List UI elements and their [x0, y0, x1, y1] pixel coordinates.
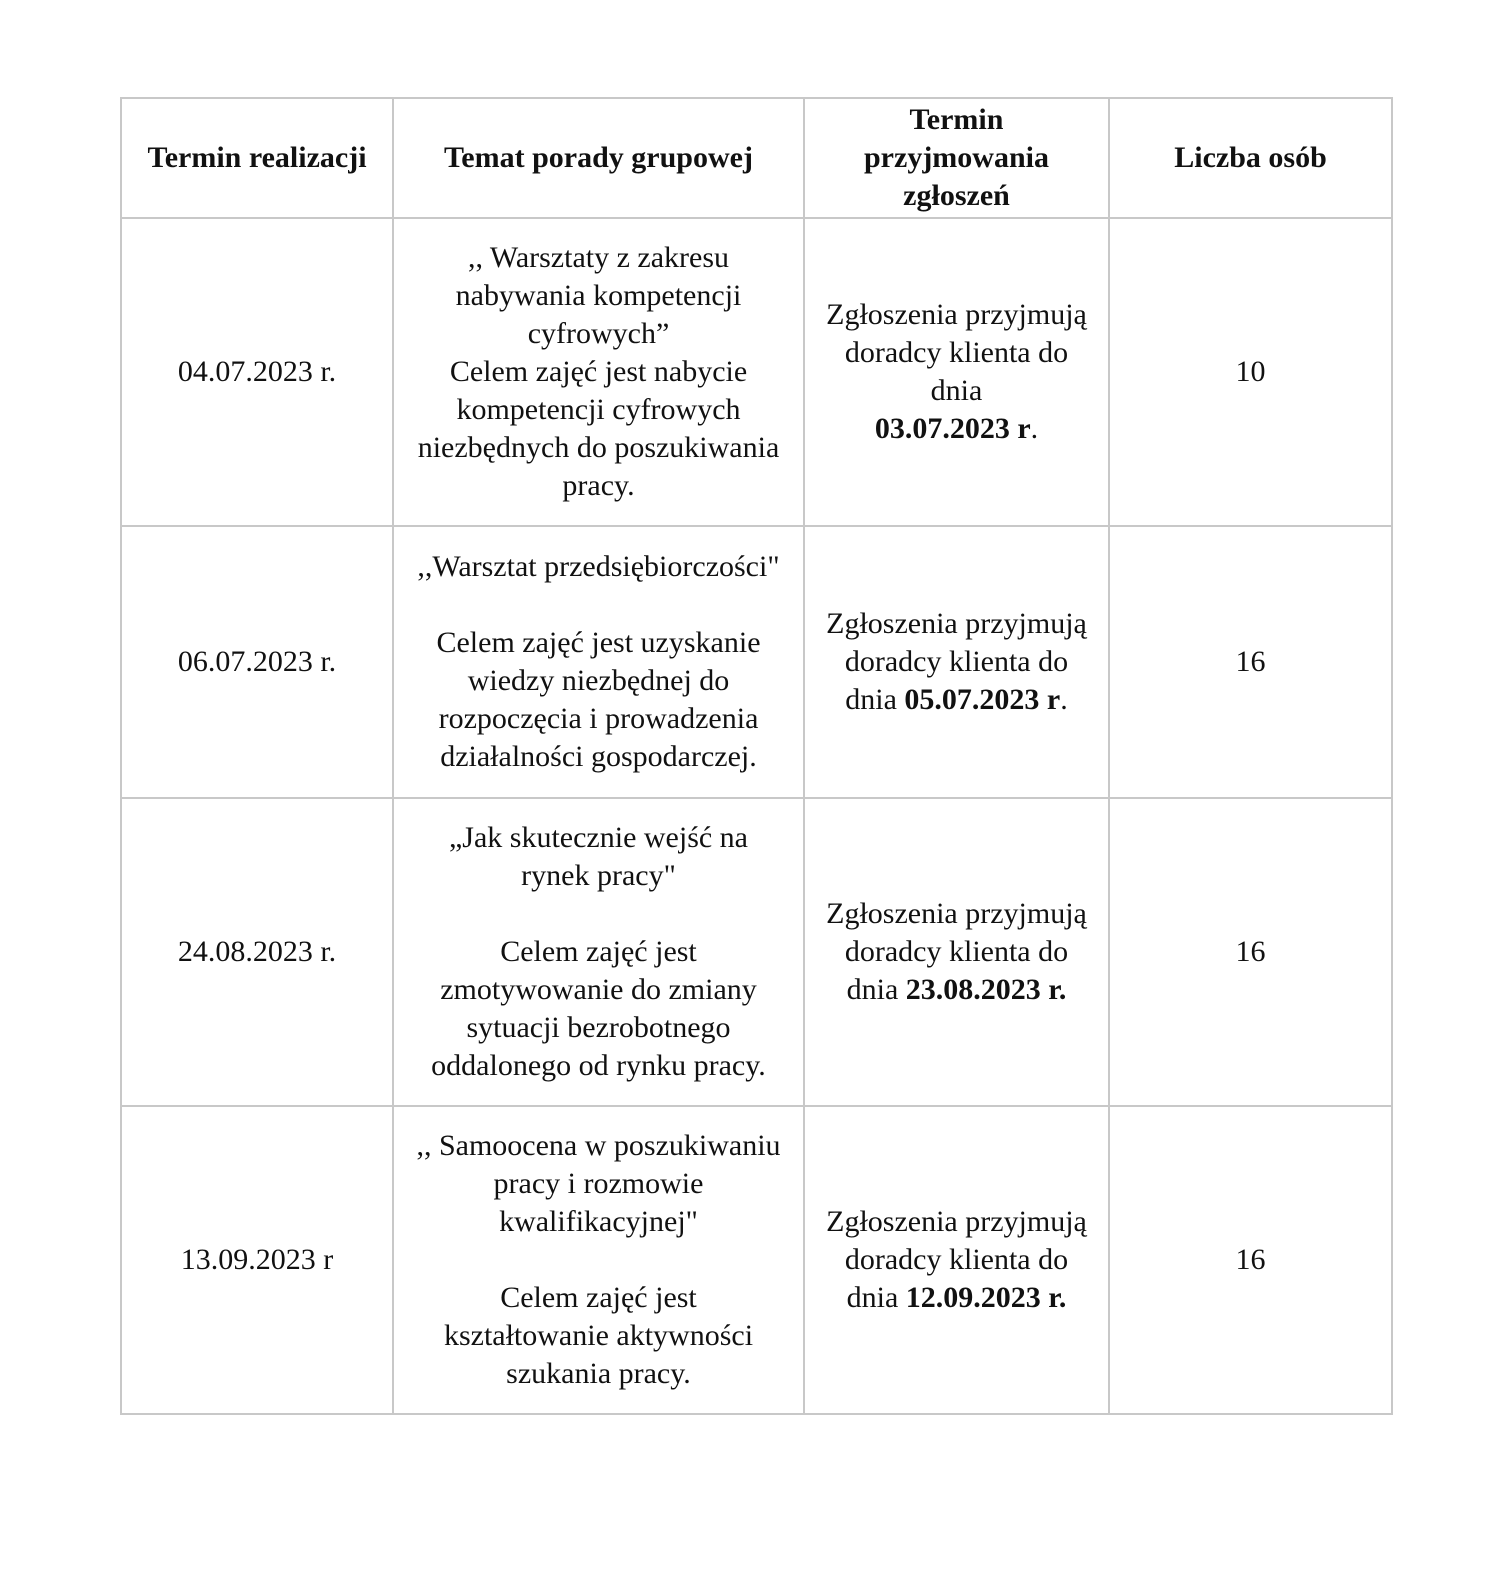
topic-desc-line: Celem zajęć jest	[500, 1281, 697, 1314]
topic-title-line: ,, Samoocena w poszukiwaniu	[416, 1129, 781, 1162]
deadline-cell	[805, 219, 1110, 527]
deadline-cell	[805, 1107, 1110, 1415]
header-liczba-osob: Liczba osób	[1110, 99, 1393, 219]
topic-cell	[394, 1107, 805, 1415]
spacer	[398, 895, 799, 933]
topic-desc-line: rozpoczęcia i prowadzenia	[438, 702, 759, 735]
table-row	[122, 219, 1393, 527]
deadline-cell	[805, 527, 1110, 799]
deadline-line: doradcy klienta do	[844, 935, 1069, 968]
date-cell: 04.07.2023 r.	[122, 219, 394, 527]
schedule-table	[120, 97, 1393, 1415]
spacer	[398, 586, 799, 624]
date-cell: 06.07.2023 r.	[122, 527, 394, 799]
deadline-line: Zgłoszenia przyjmują	[826, 298, 1087, 331]
topic-desc-line: szukania pracy.	[506, 1357, 691, 1390]
topic-desc-line: kształtowanie aktywności	[443, 1319, 754, 1352]
table-row	[122, 1107, 1393, 1415]
topic-desc-line: kompetencji cyfrowych	[456, 393, 741, 426]
count-cell: 16	[1110, 1107, 1393, 1415]
deadline-line: Zgłoszenia przyjmują	[826, 897, 1087, 930]
topic-desc-line: niezbędnych do poszukiwania	[417, 431, 780, 464]
topic-title-line: kwalifikacyjnej"	[499, 1205, 698, 1238]
table-row	[122, 799, 1393, 1107]
topic-title-line: ,, Warsztaty z zakresu	[467, 241, 730, 274]
header-line: przyjmowania	[864, 141, 1049, 174]
spacer	[398, 1241, 799, 1279]
deadline-date: 12.09.2023 r.	[905, 1281, 1067, 1314]
topic-desc-line: sytuacji bezrobotnego	[466, 1011, 731, 1044]
deadline-date-line	[809, 1279, 1104, 1317]
date-cell: 13.09.2023 r	[122, 1107, 394, 1415]
deadline-line: Zgłoszenia przyjmują	[826, 1205, 1087, 1238]
deadline-line: Zgłoszenia przyjmują	[826, 607, 1087, 640]
deadline-cell	[805, 799, 1110, 1107]
header-line: zgłoszeń	[903, 179, 1010, 212]
count-cell: 10	[1110, 219, 1393, 527]
topic-title-line: cyfrowych”	[527, 317, 670, 350]
topic-title-line: rynek pracy"	[521, 859, 676, 892]
deadline-prefix: dnia	[845, 683, 897, 716]
topic-title-line: nabywania kompetencji	[455, 279, 742, 312]
deadline-date-line	[809, 681, 1104, 719]
date-cell: 24.08.2023 r.	[122, 799, 394, 1107]
topic-desc-line: zmotywowanie do zmiany	[440, 973, 757, 1006]
deadline-date: 03.07.2023 r	[874, 412, 1031, 445]
topic-title-line: pracy i rozmowie	[493, 1167, 704, 1200]
deadline-date: 23.08.2023 r.	[905, 973, 1067, 1006]
topic-cell	[394, 219, 805, 527]
topic-desc-line: pracy.	[562, 469, 635, 502]
topic-cell	[394, 527, 805, 799]
count-cell: 16	[1110, 799, 1393, 1107]
topic-desc-line: działalności gospodarczej.	[440, 740, 757, 773]
deadline-line: doradcy klienta do	[844, 1243, 1069, 1276]
deadline-line: dnia	[930, 374, 983, 407]
count-cell: 16	[1110, 527, 1393, 799]
deadline-line: doradcy klienta do	[844, 336, 1069, 369]
deadline-date: 05.07.2023 r	[904, 683, 1061, 716]
header-row	[122, 99, 1393, 219]
deadline-prefix: dnia	[846, 1281, 899, 1314]
topic-cell	[394, 799, 805, 1107]
topic-desc-line: Celem zajęć jest nabycie	[449, 355, 748, 388]
topic-desc-line: wiedzy niezbędnej do	[467, 664, 730, 697]
header-line: Termin	[909, 103, 1004, 136]
header-temat-porady: Temat porady grupowej	[394, 99, 805, 219]
topic-desc-line: Celem zajęć jest uzyskanie	[436, 626, 761, 659]
topic-desc-line: oddalonego od rynku pracy.	[431, 1049, 766, 1082]
topic-desc-line: Celem zajęć jest	[500, 935, 697, 968]
deadline-date-line	[809, 971, 1104, 1009]
topic-title-line: „Jak skutecznie wejść na	[448, 821, 749, 854]
deadline-date-line	[809, 410, 1104, 448]
header-termin-realizacji: Termin realizacji	[122, 99, 394, 219]
deadline-suffix: .	[1030, 412, 1039, 445]
table-row	[122, 527, 1393, 799]
deadline-prefix: dnia	[846, 973, 899, 1006]
header-termin-przyjmowania	[805, 99, 1110, 219]
topic-title-line: ,,Warsztat przedsiębiorczości"	[417, 550, 780, 583]
deadline-suffix: .	[1060, 683, 1068, 716]
deadline-line: doradcy klienta do	[844, 645, 1069, 678]
